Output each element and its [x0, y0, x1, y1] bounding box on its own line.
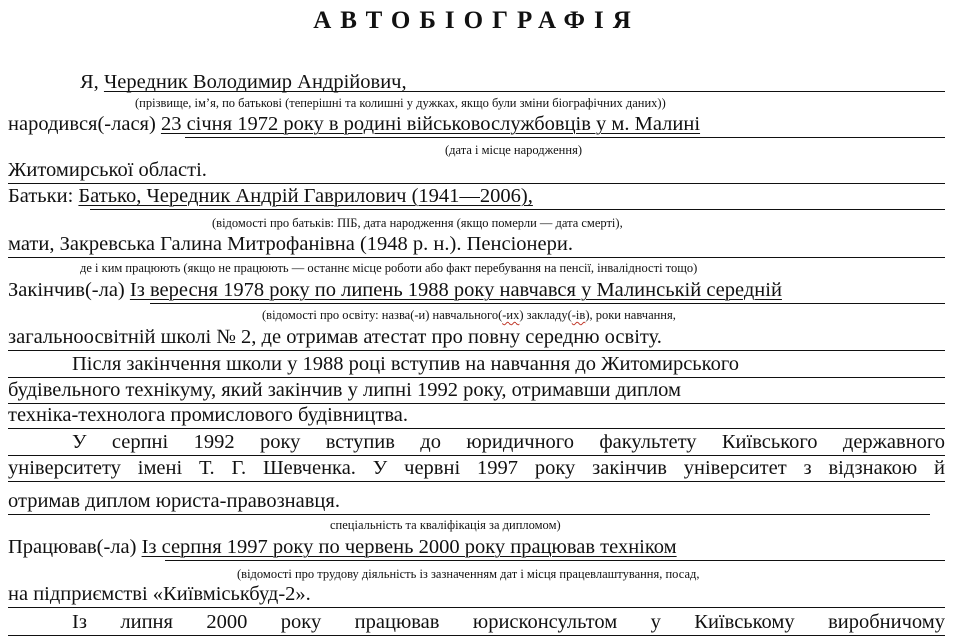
education-line-3: [8, 378, 945, 404]
work-line-1: [8, 582, 945, 608]
birth-value[interactable]: 23 січня 1972 року в родині військовослужбовців у м. Малині: [160, 113, 701, 135]
birth-row: [8, 112, 945, 137]
education-text[interactable]: техніка-технолога промислового будівництва.: [8, 404, 408, 426]
education-value[interactable]: Із вересня 1978 року по липень 1988 року навчався у Малинській середній: [129, 279, 782, 301]
education-line-1: [8, 325, 945, 351]
education-caption: (відомості про освіту: назва(-и) навчального(-их) закладу(-ів), роки навчання,: [262, 308, 676, 322]
work-row: [8, 535, 945, 560]
education-text[interactable]: загальноосвітній школі № 2, де отримав атестат про повну середню освіту.: [8, 326, 662, 348]
education-line-2: [8, 352, 945, 378]
work-line-2: [8, 610, 945, 636]
parents-underline: [90, 209, 945, 210]
education-line-7: [8, 489, 930, 515]
birth-continuation-row: [8, 158, 945, 184]
name-value[interactable]: Чередник Володимир Андрійович,: [103, 71, 407, 93]
education-text[interactable]: отримав диплом юриста-правознавця.: [8, 490, 340, 512]
spellcheck-flag: -ів: [571, 308, 586, 322]
mother-value[interactable]: мати, Закревська Галина Митрофанівна (1948 р. н.). Пенсіонери.: [8, 233, 573, 255]
work-caption: (відомості про трудову діяльність із зазначенням дат і місця працевлаштування, посад,: [237, 567, 700, 581]
education-line-4: [8, 403, 945, 429]
education-row: [8, 278, 945, 303]
spellcheck-flag: -их: [502, 308, 520, 322]
education-text[interactable]: будівельного технікуму, який закінчив у липні 1992 року, отримавши диплом: [8, 379, 682, 401]
education-text[interactable]: університету імені Т. Г. Шевченка. У червні 1997 року закінчив університет з відзнакою й: [8, 457, 945, 479]
education-text[interactable]: У серпні 1992 року вступив до юридичного факультету Київського державного: [72, 431, 945, 453]
work-text[interactable]: на підприємстві «Київміськбуд-2».: [8, 583, 311, 605]
parents-caption: (відомості про батьків: ПІБ, дата народження (якщо померли — дата смерті),: [212, 216, 623, 230]
name-underline: [108, 91, 945, 92]
name-caption: (прізвище, ім’я, по батькові (теперішні та колишні у дужках, якщо були зміни біографічних даних)): [135, 96, 666, 110]
birth-caption: (дата і місце народження): [445, 143, 582, 157]
parents-label: Батьки:: [8, 185, 74, 207]
parents-value[interactable]: Батько, Чередник Андрій Гаврилович (1941—2006),: [78, 185, 533, 207]
education-text[interactable]: Після закінчення школи у 1988 році вступив на навчання до Житомирського: [72, 353, 739, 375]
education-underline: [150, 303, 945, 304]
birth-continuation[interactable]: Житомирської області.: [8, 159, 207, 181]
work-label: Працював(-ла): [8, 536, 137, 558]
work-underline: [165, 560, 945, 561]
work-text[interactable]: Із липня 2000 року працював юрисконсультом у Київському виробничому: [72, 611, 945, 633]
document-title: АВТОБІОГРАФІЯ: [313, 7, 640, 34]
parents-caption-2: де і ким працюють (якщо не працюють — останнє місце роботи або факт перебування на пенсії, інвалідності тощо): [80, 261, 698, 275]
education-line-6: [8, 456, 945, 482]
education-label: Закінчив(-ла): [8, 279, 125, 301]
birth-label: народився(-лася): [8, 113, 156, 135]
name-label: Я,: [80, 71, 99, 93]
education-line-5: [8, 430, 945, 456]
work-value[interactable]: Із серпня 1997 року по червень 2000 року працював техніком: [141, 536, 677, 558]
parents-row: [8, 184, 945, 209]
mother-row: [8, 232, 945, 258]
birth-underline: [185, 137, 945, 138]
education-caption-2: спеціальність та кваліфікація за дипломом): [330, 518, 561, 532]
